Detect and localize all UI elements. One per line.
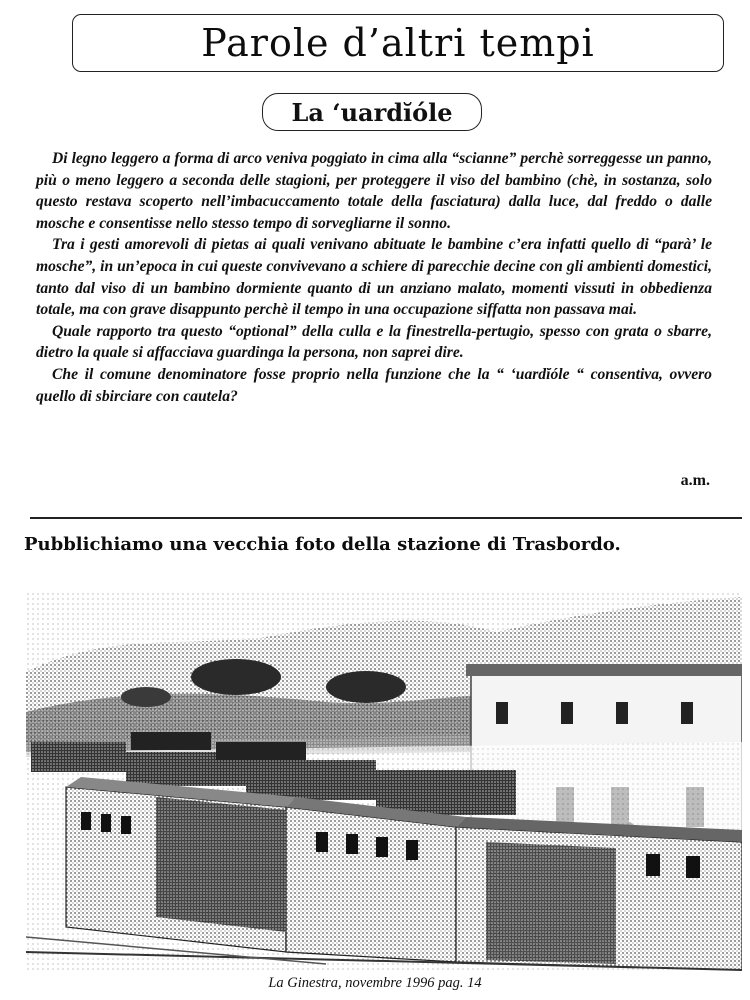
paragraph-4-part-a: Che il comune denominatore fosse proprio nella funzione che la “ bbox=[52, 365, 511, 383]
keyword-scianne: scianne bbox=[459, 150, 509, 167]
paragraph-1 bbox=[36, 148, 712, 234]
paragraph-1-part-a: Di legno leggero a forma di arco veniva poggiato in cima alla “ bbox=[52, 150, 460, 167]
article-title: La ‘uardĭóle bbox=[262, 93, 482, 131]
author-signature: a.m. bbox=[680, 472, 710, 489]
page-title: Parole d’altri tempi bbox=[72, 14, 724, 72]
paragraph-4 bbox=[36, 364, 712, 407]
article-body bbox=[36, 148, 712, 407]
paragraph-1-part-b: ” perchè sorreggesse un panno, più o meno leggero a seconda delle stagioni, per proteggere il viso del bambino (chè, in sostanza, solo questo restava scoperto nell’imbacuccamento totale della fasciatura) dalla luce, dal freddo o dalle mosche e consentisse nello stesso tempo di sorvegliarne il sonno. bbox=[36, 150, 713, 232]
station-photo bbox=[26, 592, 742, 972]
keyword-uardiole: ‘uardĭóle bbox=[510, 365, 570, 383]
paragraph-2: Tra i gesti amorevoli di pietas ai quali venivano abituate le bambine c’era infatti quello di “parà’ le mosche”, in un’epoca in cui queste convivevano a schiere di parecchie decine con gli ambienti domestici, tanto dal viso di un bambino dormiente quanto di un anziano malato, momenti vissuti in obbedienza totale, ma con grave disappunto perchè il tempo in una occupazione siffatta non passava mai. bbox=[36, 236, 712, 319]
section-divider bbox=[30, 517, 742, 519]
paragraph-3: Quale rapporto tra questo “optional” della culla e la finestrella-pertugio, spesso con grata o sbarre, dietro la quale si affacciava guardinga la persona, non saprei dire. bbox=[36, 322, 712, 362]
photo-heading: Pubblichiamo una vecchia foto della stazione di Trasbordo. bbox=[24, 534, 621, 555]
paragraph-4-part-b: “ consentiva, ovvero quello di sbirciare con cautela? bbox=[36, 365, 712, 405]
page-caption: La Ginestra, novembre 1996 pag. 14 bbox=[268, 975, 482, 991]
